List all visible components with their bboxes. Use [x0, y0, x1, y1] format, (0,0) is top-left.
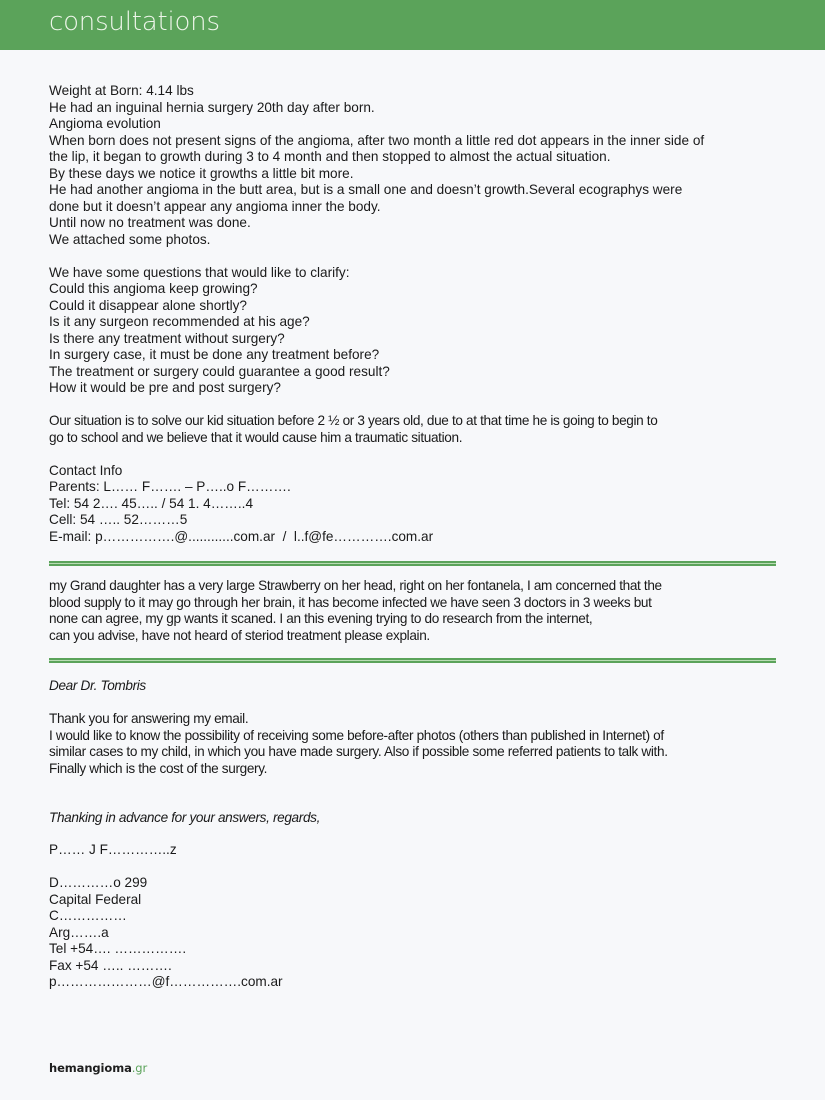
question-item: Is there any treatment without surgery?	[49, 330, 285, 346]
text-line: similar cases to my child, in which you have made surgery. Also if possible some referred patients to talk with.	[49, 744, 668, 759]
text-line: Our situation is to solve our kid situation before 2 ½ or 3 years old, due to at that time he is going to begin to	[49, 413, 658, 428]
text-line: By these days we notice it growths a little bit more.	[49, 165, 354, 181]
text-line: blood supply to it may go through her brain, it has become infected we have seen 3 doctors in 3 weeks but	[49, 594, 652, 610]
address-tel: Tel +54…. …………….	[49, 941, 187, 956]
contact-heading: Contact Info	[49, 462, 123, 478]
page-title: consultations	[49, 7, 220, 37]
text-line: go to school and we believe that it would cause him a traumatic situation.	[49, 429, 463, 445]
text-line: Finally which is the cost of the surgery.	[49, 760, 268, 776]
question-item: Is it any surgeon recommended at his age?	[49, 314, 310, 329]
text-line: can you advise, have not heard of steriod treatment please explain.	[49, 627, 430, 643]
text-line: We attached some photos.	[49, 231, 211, 247]
contact-cell: Cell: 54 ….. 52………5	[49, 512, 188, 527]
question-item: Could this angioma keep growing?	[49, 281, 258, 296]
text-line: He had an inguinal hernia surgery 20th day after born.	[49, 99, 375, 115]
contact-tel: Tel: 54 2…. 45….. / 54 1. 4……..4	[49, 495, 254, 511]
text-line: When born does not present signs of the angioma, after two month a little red dot appears in the inner side of	[49, 132, 705, 148]
text-line: Angioma evolution	[49, 116, 161, 131]
text-line: the lip, it began to growth during 3 to 4 month and then stopped to almost the actual situation.	[49, 149, 611, 164]
question-item: The treatment or surgery could guarantee a good result?	[49, 363, 390, 379]
address-line: C……………	[49, 908, 127, 923]
text-line: none can agree, my gp wants it scaned. I an this evening trying to do research from the internet,	[49, 611, 593, 626]
signature: P…… J F…………..z	[49, 842, 177, 857]
text-line: my Grand daughter has a very large Strawberry on her head, right on her fontanela, I am concerned that the	[49, 578, 662, 593]
page-header	[0, 0, 825, 50]
text-line: done but it doesn’t appear any angioma inner the body.	[49, 198, 381, 214]
section-divider	[49, 658, 776, 663]
text-line: Thank you for answering my email.	[49, 711, 249, 726]
greeting: Dear Dr. Tombris	[49, 678, 146, 693]
logo-main-text: hemangioma	[49, 1061, 132, 1075]
address-email: p…………………@f…………….com.ar	[49, 974, 283, 989]
text-line: He had another angioma in the butt area, but is a small one and doesn’t growth.Several ecographys were	[49, 182, 683, 197]
consultation-1	[49, 83, 779, 545]
contact-parents: Parents: L…… F……. – P…..o F……….	[49, 479, 291, 494]
address-line: Capital Federal	[49, 891, 142, 907]
contact-email: E-mail: p…………….@............com.ar / l..f@fe………….com.ar	[49, 528, 434, 544]
consultation-2	[49, 578, 779, 644]
question-item: Could it disappear alone shortly?	[49, 297, 247, 313]
text-line: Until now no treatment was done.	[49, 215, 251, 230]
logo-tld-text: .gr	[131, 1061, 148, 1075]
question-item: How it would be pre and post surgery?	[49, 380, 281, 395]
consultation-3	[49, 678, 779, 827]
text-line: Weight at Born: 4.14 lbs	[49, 83, 194, 98]
question-item: In surgery case, it must be done any treatment before?	[49, 347, 380, 362]
questions-intro: We have some questions that would like to clarify:	[49, 264, 350, 280]
signature-block	[49, 842, 779, 991]
address-line: D…………o 299	[49, 875, 148, 890]
closing: Thanking in advance for your answers, regards,	[49, 810, 321, 825]
footer-logo	[49, 1061, 147, 1075]
address-fax: Fax +54 ….. ……….	[49, 957, 172, 973]
section-divider	[49, 561, 776, 566]
address-line: Arg…….a	[49, 924, 109, 940]
text-line: I would like to know the possibility of receiving some before-after photos (others than published in Internet) of	[49, 727, 664, 743]
